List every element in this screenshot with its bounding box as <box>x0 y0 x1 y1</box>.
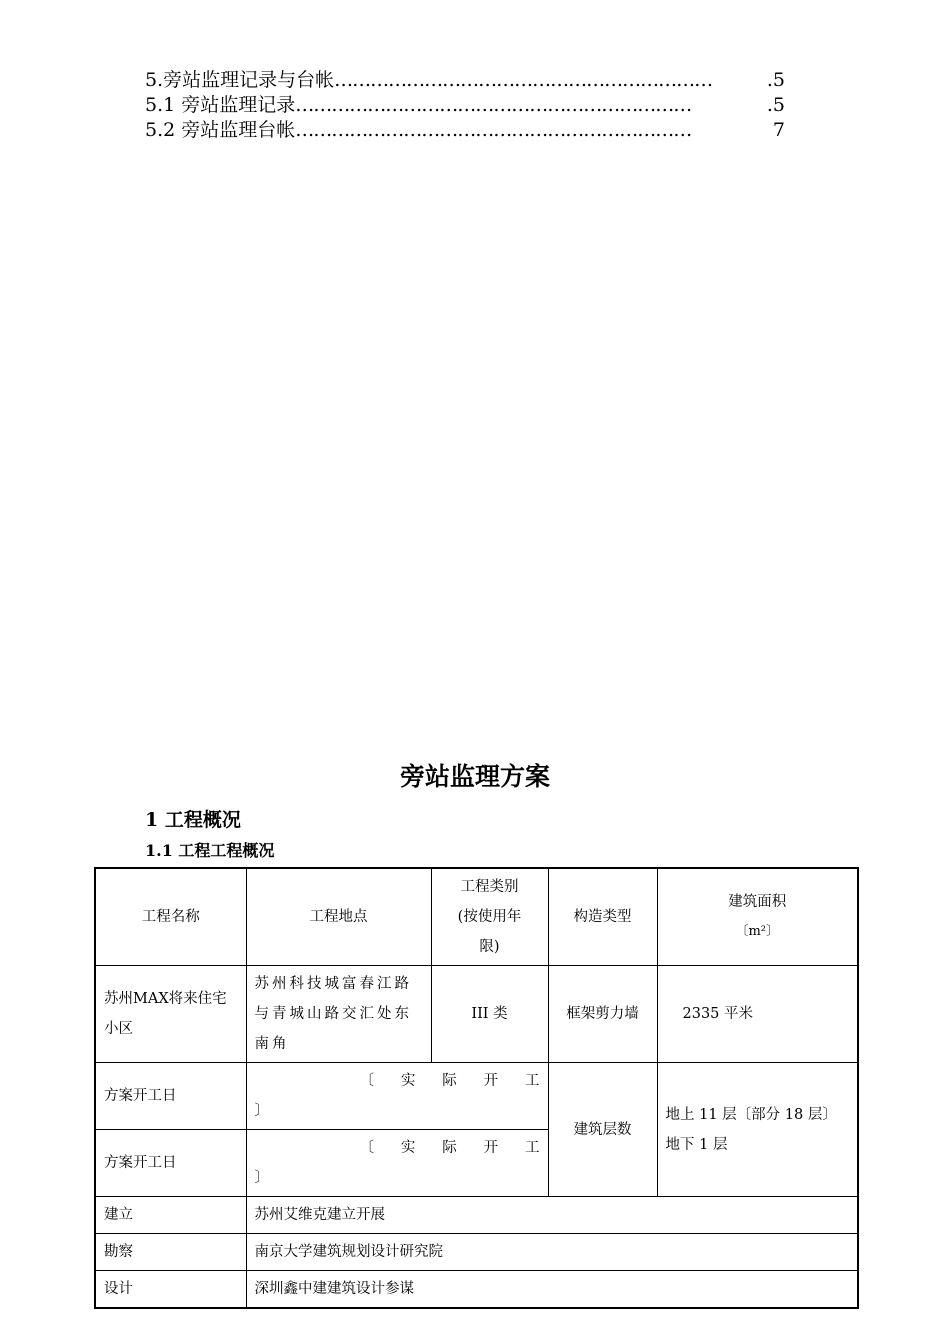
planned-start-label: 方案开工日 <box>95 1063 246 1130</box>
building-area-value: 2335 平米 <box>657 966 858 1063</box>
header-building-area <box>657 868 858 966</box>
table-row <box>95 1063 858 1130</box>
actual-start-char: 实 <box>400 1073 416 1089</box>
actual-start-value <box>246 1130 548 1197</box>
floors-value <box>657 1063 858 1197</box>
header-project-location: 工程地点 <box>246 868 431 966</box>
actual-start-value <box>246 1063 548 1130</box>
actual-start-spread <box>255 1133 540 1163</box>
floors-below-ground: 地下 1 层 <box>665 1136 728 1153</box>
table-header-row <box>95 868 858 966</box>
floors-above-ground: 地上 11 层〔部分 18 层〕 <box>665 1106 837 1123</box>
project-category-value: III 类 <box>431 966 548 1063</box>
survey-value: 南京大学建筑规划设计研究院 <box>246 1234 858 1271</box>
toc-entry[interactable] <box>145 68 785 93</box>
actual-start-close: 〕 <box>254 1170 269 1186</box>
toc-entry-label: 5.1 旁站监理记录 <box>145 94 296 116</box>
actual-start-char: 工 <box>525 1140 540 1156</box>
design-label: 设计 <box>95 1271 246 1309</box>
header-category-line: 限) <box>479 939 500 955</box>
actual-start-char: 际 <box>442 1073 457 1089</box>
toc-entry-label: 5.2 旁站监理台帐 <box>145 119 296 141</box>
document-title: 旁站监理方案 <box>399 762 550 791</box>
toc-entry[interactable] <box>145 118 785 143</box>
toc-entry-page: 7 <box>772 119 785 141</box>
header-category-line: (按使用年 <box>457 909 522 925</box>
header-project-category <box>431 868 548 966</box>
project-location-value: 苏州科技城富春江路与青城山路交汇处东南角 <box>246 966 431 1063</box>
actual-start-spread <box>255 1066 540 1096</box>
toc-leader-dots: ………………………………………………………… <box>295 119 692 141</box>
section-heading: 1 工程概况 <box>145 809 241 831</box>
survey-label: 勘察 <box>95 1234 246 1271</box>
toc-leader-dots: ………………………………………………………… <box>295 94 692 116</box>
header-structure-type: 构造类型 <box>548 868 657 966</box>
header-category-line: 工程类别 <box>460 879 519 895</box>
builder-label: 建立 <box>95 1197 246 1234</box>
structure-type-value: 框架剪力墙 <box>548 966 657 1063</box>
planned-start-label: 方案开工日 <box>95 1130 246 1197</box>
table-row <box>95 1271 858 1309</box>
header-area-unit: 〔m²〕 <box>735 924 780 939</box>
table-row <box>95 1197 858 1234</box>
design-value: 深圳鑫中建建筑设计参谋 <box>246 1271 858 1309</box>
header-area-label: 建筑面积 <box>728 894 787 910</box>
toc-entry[interactable] <box>145 93 785 118</box>
table-row <box>95 1234 858 1271</box>
actual-start-char: 工 <box>525 1073 540 1089</box>
actual-start-char: 开 <box>483 1073 499 1089</box>
actual-start-char: 〔 <box>359 1073 374 1089</box>
floors-label: 建筑层数 <box>548 1063 657 1197</box>
actual-start-char: 〔 <box>359 1140 374 1156</box>
toc-entry-label: 5.旁站监理记录与台帐 <box>145 69 335 91</box>
toc-entry-page: .5 <box>766 69 785 91</box>
header-project-name: 工程名称 <box>95 868 246 966</box>
toc-leader-dots: ……………………………………………………… <box>334 69 713 91</box>
table-of-contents <box>145 68 785 143</box>
actual-start-char: 开 <box>483 1140 499 1156</box>
toc-entry-page: .5 <box>766 94 785 116</box>
actual-start-char: 际 <box>442 1140 457 1156</box>
table-row <box>95 966 858 1063</box>
subsection-heading: 1.1 工程工程概况 <box>145 841 275 860</box>
actual-start-close: 〕 <box>254 1103 269 1119</box>
project-name-value: 苏州MAX将来住宅小区 <box>95 966 246 1063</box>
builder-value: 苏州艾维克建立开展 <box>246 1197 858 1234</box>
actual-start-char: 实 <box>400 1140 416 1156</box>
project-overview-table <box>94 867 859 1309</box>
